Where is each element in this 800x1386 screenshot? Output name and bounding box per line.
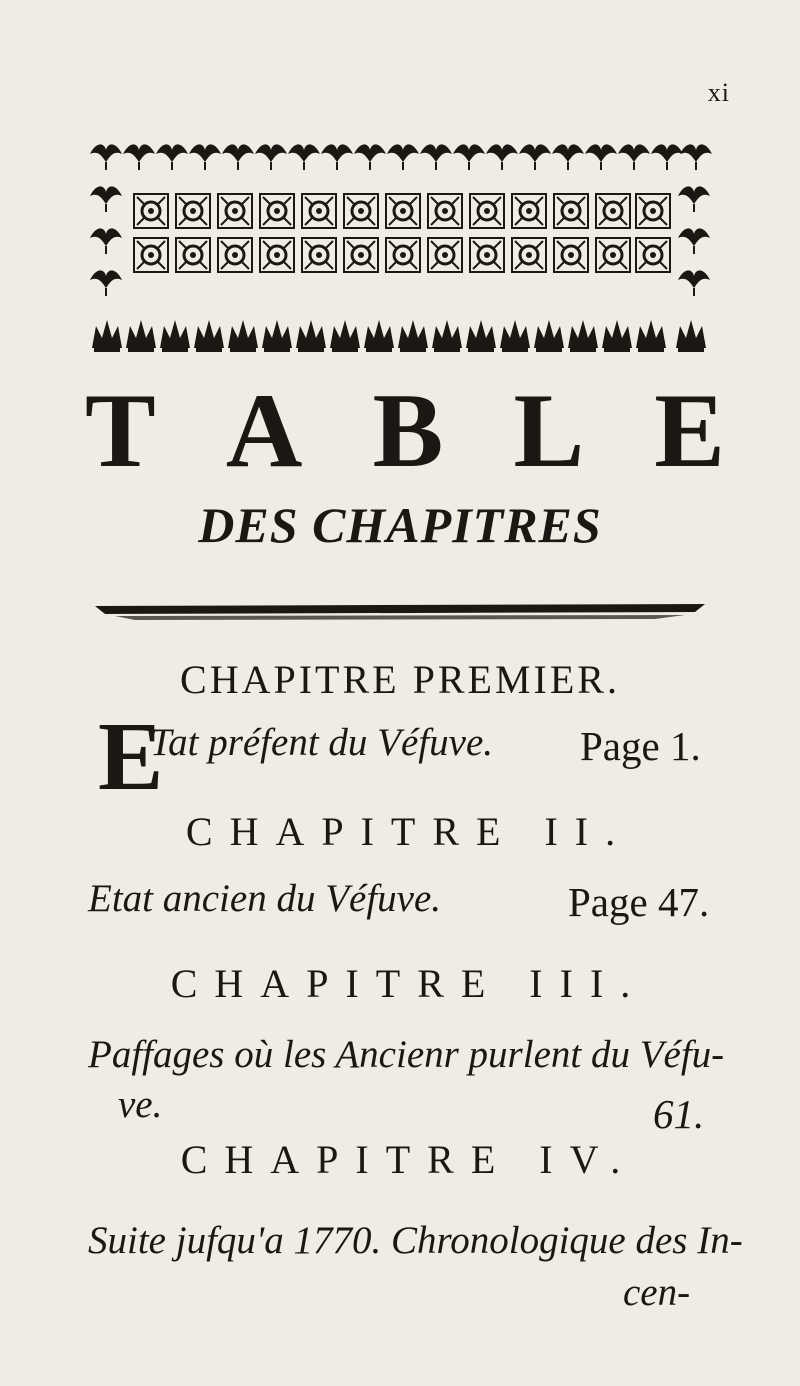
title-letter: B [372,372,444,489]
chapter-4-entry-line-1: Suite jufqu'a 1770. Chronologique des In- [88,1219,743,1262]
chapter-1-page: Page 1. [580,723,701,769]
ornament-flower-rows [134,194,670,272]
chapter-3-entry-line-1: Paffages où les Ancienr purlent du Véfu- [88,1033,725,1076]
page-subtitle: DES CHAPITRES [198,497,602,553]
drop-cap: E [98,703,164,811]
fleuron-headpiece [90,138,712,360]
title-letter: L [513,372,585,489]
chapter-4-heading: CHAPITRE IV. [180,1137,638,1182]
ornament-row-top [90,144,712,170]
chapter-3-heading: CHAPITRE III. [170,961,648,1006]
page-number: xi [707,78,730,107]
chapter-2-entry: Etat ancien du Véfuve. [88,877,442,920]
title-letter: A [225,372,303,489]
chapter-3-entry-line-2: ve. [118,1083,163,1126]
chapter-4-entry-line-2: cen- [623,1271,691,1314]
title-letter: E [654,372,725,489]
chapter-2-heading: CHAPITRE II. [185,809,633,854]
chapter-1-entry: Tat préfent du Véfuve. [150,721,494,764]
ornament-row-bottom [92,320,706,352]
chapter-2-page: Page 47. [568,879,710,925]
title-letter: T [85,372,156,489]
page-title [85,372,725,489]
chapter-1-heading: CHAPITRE PREMIER. [180,657,620,702]
tapered-rule [95,600,705,624]
chapter-3-page: 61. [653,1091,705,1137]
